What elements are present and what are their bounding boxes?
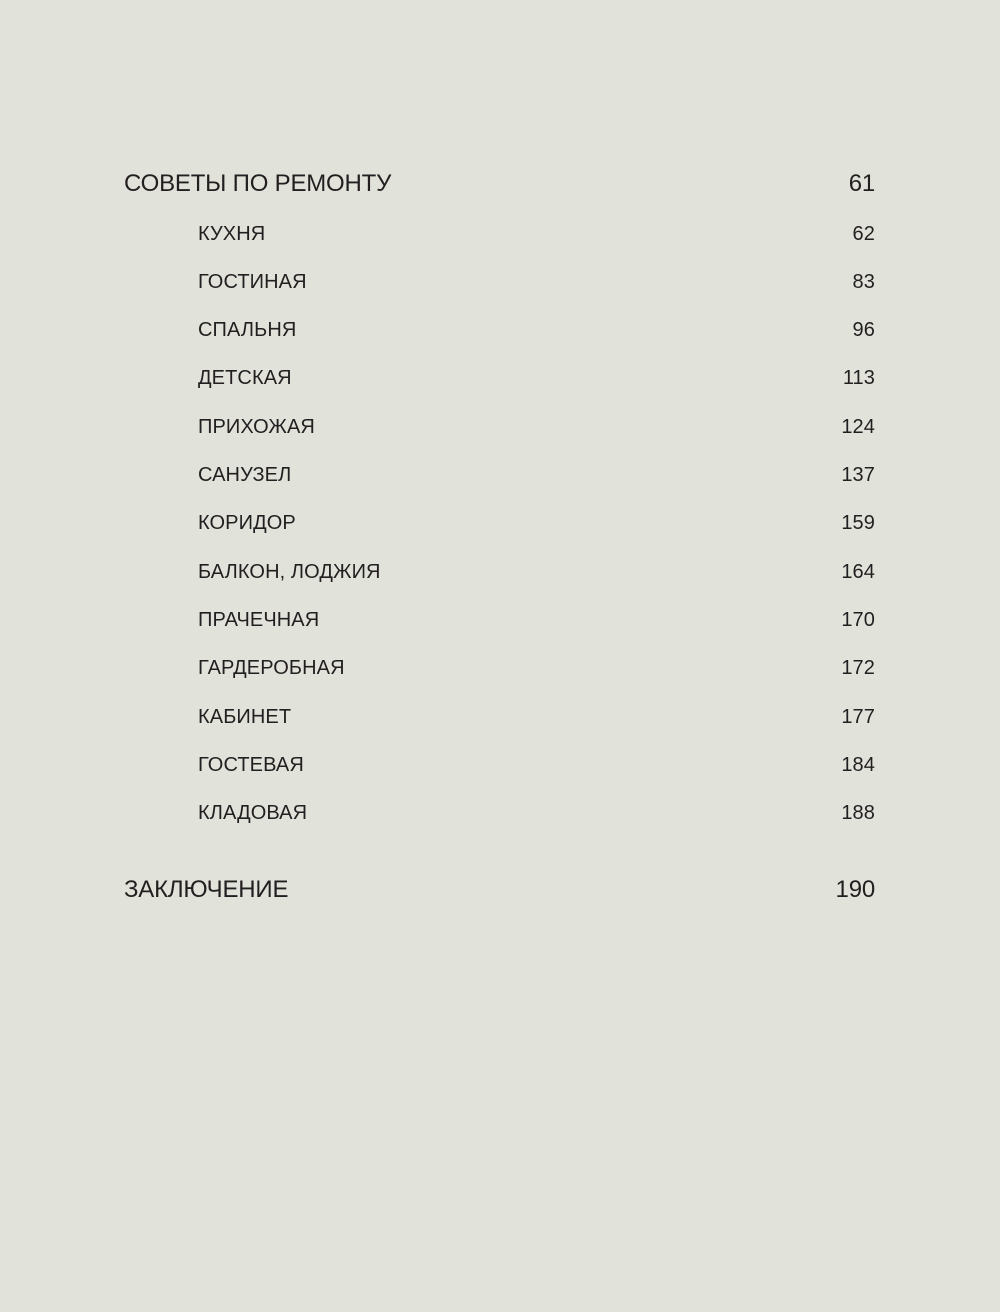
toc-entry-section (124, 172, 875, 204)
toc-entry-subsection (198, 610, 875, 638)
toc-entry-page-number: 177 (841, 706, 875, 728)
toc-entry-title: ГАРДЕРОБНАЯ (198, 657, 345, 679)
toc-entry-title: КУХНЯ (198, 223, 266, 245)
toc-entry-title: ГОСТЕВАЯ (198, 754, 304, 776)
toc-entry-subsection (198, 368, 875, 396)
toc-entry-subsection (198, 658, 875, 686)
toc-entry-page-number: 190 (835, 876, 875, 903)
toc-entry-page-number: 188 (841, 802, 875, 824)
toc-entry-page-number: 83 (852, 271, 875, 293)
toc-entry-subsection (198, 755, 875, 783)
toc-entry-subsection (198, 562, 875, 590)
toc-entry-page-number: 61 (848, 170, 875, 197)
toc-entry-title: КЛАДОВАЯ (198, 802, 308, 824)
toc-entry-page-number: 96 (852, 319, 875, 341)
toc-entry-page-number: 62 (852, 223, 875, 245)
toc-entry-subsection (198, 465, 875, 493)
toc-entry-subsection (198, 803, 875, 831)
toc-entry-page-number: 172 (841, 657, 875, 679)
toc-entry-title: ГОСТИНАЯ (198, 271, 307, 293)
toc-entry-title: СПАЛЬНЯ (198, 319, 297, 341)
toc-entry-title: БАЛКОН, ЛОДЖИЯ (198, 561, 381, 583)
toc-entry-page-number: 164 (841, 561, 875, 583)
toc-entry-subsection (198, 272, 875, 300)
toc-entry-title: ЗАКЛЮЧЕНИЕ (124, 876, 289, 903)
toc-entry-title: ДЕТСКАЯ (198, 367, 292, 389)
toc-entry-subsection (198, 417, 875, 445)
toc-entry-page-number: 170 (841, 609, 875, 631)
toc-entry-page-number: 124 (841, 416, 875, 438)
toc-entry-title: ПРИХОЖАЯ (198, 416, 315, 438)
toc-entry-title: САНУЗЕЛ (198, 464, 292, 486)
toc-entry-page-number: 159 (841, 512, 875, 534)
toc-entry-title: КАБИНЕТ (198, 706, 292, 728)
toc-entry-page-number: 184 (841, 754, 875, 776)
toc-entry-subsection (198, 513, 875, 541)
toc-entry-subsection (198, 320, 875, 348)
toc-entry-page-number: 137 (841, 464, 875, 486)
toc-entry-subsection (198, 707, 875, 735)
toc-entry-title: ПРАЧЕЧНАЯ (198, 609, 320, 631)
toc-entry-conclusion (124, 878, 875, 910)
toc-entry-title: СОВЕТЫ ПО РЕМОНТУ (124, 170, 392, 197)
toc-entry-subsection (198, 224, 875, 252)
toc-entry-page-number: 113 (842, 367, 875, 389)
toc-entry-title: КОРИДОР (198, 512, 296, 534)
